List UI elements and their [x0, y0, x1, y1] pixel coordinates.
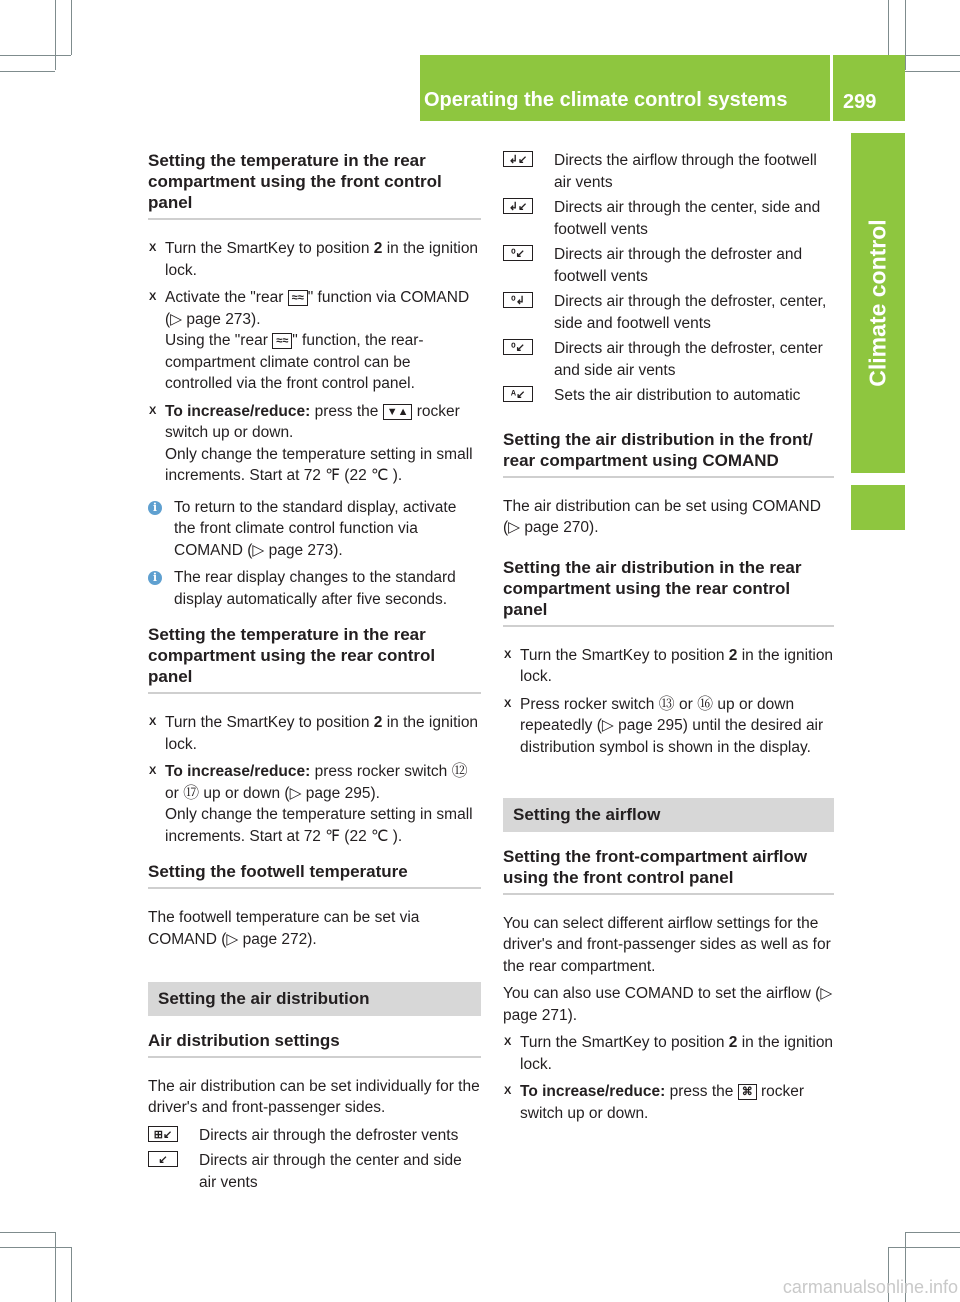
step-text: rocker switch up or down. [165, 402, 460, 441]
paragraph-text: The footwell temperature can be set via COMAND ( [148, 909, 420, 948]
step-text: press the [310, 402, 383, 420]
info-note [148, 497, 481, 562]
step-label: To increase/reduce: [520, 1083, 666, 1100]
step-text: or [674, 695, 698, 713]
crop-mark [888, 1247, 960, 1248]
paragraph: The air distribution can be set individually for the driver's and front-passenger sides. [148, 1077, 480, 1116]
header-separator [830, 55, 833, 121]
step-text: Only change the temperature setting in small increments. Start at 72 ℉ (22 ℃ ). [165, 806, 473, 845]
section-heading: Setting the front-compartment airflow using the front control panel [503, 846, 834, 895]
paragraph [503, 496, 834, 539]
chapter-marker [851, 485, 905, 530]
step-text: up or down repeatedly ( [520, 695, 795, 734]
footwell-vents-icon: ↲↙ [503, 151, 533, 167]
step-text: press rocker switch [310, 763, 452, 780]
section-heading: Air distribution settings [148, 1030, 481, 1058]
row-text: Directs air through the defroster, center, side and footwell vents [554, 293, 827, 332]
crop-mark [71, 0, 72, 55]
header-title: Operating the climate control systems [424, 89, 788, 111]
air-distribution-row [503, 291, 834, 334]
page-header [420, 55, 905, 121]
step-item [503, 1032, 834, 1075]
step-text: " function via COMAND ( [165, 289, 470, 328]
step-arrow-icon: X [504, 1036, 512, 1048]
step-item [503, 645, 834, 688]
position-value: 2 [728, 646, 738, 664]
crop-mark [0, 1232, 55, 1233]
row-text: Sets the air distribution to automatic [554, 387, 801, 404]
crop-mark [0, 1247, 71, 1248]
step-text: up or down ( [199, 784, 290, 802]
center-side-vents-icon: ↙ [148, 1151, 178, 1167]
page-reference[interactable]: page 270). [520, 519, 599, 536]
step-label: To increase/reduce: [165, 763, 311, 780]
section-heading: Setting the air distribution in the rear compartment using the rear control panel [503, 557, 834, 627]
air-distribution-row [148, 1150, 481, 1193]
section-heading: Setting the air distribution in the front/ rear compartment using COMAND [503, 429, 834, 478]
page-reference[interactable]: page 271). [503, 1006, 578, 1024]
step-item [503, 694, 834, 759]
step-text: " function, the rear-compartment climate control can be controlled via the front control panel. [165, 332, 424, 392]
step-text: Press rocker switch [520, 695, 659, 713]
defroster-footwell-icon: ⁰↙ [503, 245, 533, 261]
callout-number: ⑫ [451, 763, 468, 780]
step-arrow-icon: X [149, 716, 157, 728]
step-label: To increase/reduce: [165, 402, 311, 420]
info-icon: i [148, 501, 162, 515]
crop-mark [71, 1247, 72, 1302]
air-distribution-row [503, 338, 834, 381]
row-text: Directs air through the center and side air vents [199, 1152, 462, 1191]
paragraph: You can select different airflow settings for the driver's and front-passenger sides as well as for the rear compartment. [503, 914, 831, 975]
air-distribution-row [503, 150, 834, 193]
page-reference[interactable]: page 272). [238, 930, 317, 948]
step-item [148, 761, 481, 847]
air-distribution-row [148, 1125, 481, 1147]
crop-mark [905, 71, 960, 72]
section-heading: Setting the temperature in the rear compartment using the rear control panel [148, 624, 481, 694]
step-text: Turn the SmartKey to position [520, 1034, 729, 1051]
crop-mark [55, 0, 56, 70]
page-ref-icon: ▷ [820, 985, 833, 1002]
right-column [503, 150, 834, 1130]
page-ref-icon: ▷ [508, 519, 521, 536]
step-arrow-icon: X [504, 648, 512, 661]
step-text: Turn the SmartKey to position [520, 646, 729, 664]
defroster-center-side-icon: ⁰↙ [503, 339, 533, 355]
crop-mark [0, 71, 55, 72]
watermark: carmanualsonline.info [782, 1277, 958, 1297]
crop-mark [0, 55, 71, 56]
step-arrow-icon: X [149, 765, 157, 777]
crop-mark [905, 0, 906, 70]
auto-distribution-icon: ᴬ↙ [503, 386, 533, 402]
step-text: press the [665, 1083, 738, 1100]
crop-mark [55, 1232, 56, 1302]
position-value: 2 [373, 240, 383, 257]
paragraph-text: The air distribution can be set using COMAND ( [503, 497, 821, 536]
note-text: The rear display changes to the standard display automatically after five seconds. [174, 569, 456, 608]
step-text: Activate the "rear [165, 289, 288, 306]
defroster-vents-icon: ⊞↙ [148, 1126, 178, 1142]
row-text: Directs the airflow through the footwell air vents [554, 152, 817, 191]
step-text: in the ignition lock. [165, 240, 479, 279]
rear-climate-icon: ≈≈ [272, 333, 292, 349]
position-value: 2 [728, 1034, 738, 1051]
paragraph [148, 907, 481, 950]
callout-number: ⑬ [658, 695, 675, 713]
step-item [148, 712, 481, 755]
step-arrow-icon: X [504, 1085, 512, 1097]
section-heading: Setting the footwell temperature [148, 861, 481, 889]
step-arrow-icon: X [504, 697, 512, 710]
page-ref-icon: ▷ [170, 310, 183, 328]
step-text: Only change the temperature setting in small increments. Start at 72 ℉ (22 ℃ ). [165, 445, 473, 484]
step-text: in the ignition lock. [165, 714, 479, 753]
step-text: rocker switch up or down. [520, 1083, 805, 1122]
page-reference[interactable]: page 295) until the desired air distribution symbol is shown in the display. [520, 717, 824, 756]
section-bar: Setting the airflow [503, 798, 834, 832]
page-reference[interactable]: page 273). [264, 541, 343, 559]
chapter-tab-label: Climate control [864, 219, 891, 387]
row-text: Directs air through the defroster, center and side air vents [554, 340, 823, 379]
step-text: in the ignition lock. [520, 646, 834, 685]
airflow-switch-icon: ⌘ [738, 1084, 757, 1100]
callout-number: ⑰ [183, 784, 200, 802]
air-distribution-row [503, 385, 834, 407]
step-arrow-icon: X [149, 291, 157, 303]
row-text: Directs air through the defroster and footwell vents [554, 246, 803, 285]
paragraph-text: You can also use COMAND to set the airflow ( [503, 985, 821, 1002]
info-icon: i [148, 571, 162, 585]
crop-mark [905, 1232, 960, 1233]
step-item [148, 287, 481, 395]
defroster-center-side-footwell-icon: ⁰↲ [503, 292, 533, 308]
step-arrow-icon: X [149, 242, 157, 254]
left-column [148, 150, 481, 1197]
page-ref-icon: ▷ [289, 784, 302, 802]
rear-climate-icon: ≈≈ [288, 290, 308, 306]
step-text: or [165, 784, 184, 802]
step-arrow-icon: X [149, 404, 157, 417]
page-reference[interactable]: page 295). [301, 784, 380, 802]
page-number: 299 [843, 91, 877, 113]
callout-number: ⑯ [697, 695, 714, 713]
section-heading: Setting the temperature in the rear compartment using the front control panel [148, 150, 481, 220]
step-item [148, 401, 481, 487]
paragraph [503, 983, 834, 1026]
air-distribution-row [503, 244, 834, 287]
page-ref-icon: ▷ [252, 541, 265, 559]
note-text: To return to the standard display, activate the front climate control function via COMAND ( [174, 498, 457, 559]
step-text: Using the "rear [165, 332, 273, 349]
section-bar: Setting the air distribution [148, 982, 481, 1016]
air-distribution-row [503, 197, 834, 240]
row-text: Directs air through the defroster vents [199, 1126, 459, 1144]
step-text: in the ignition lock. [520, 1034, 834, 1073]
step-text: Turn the SmartKey to position [165, 714, 374, 731]
step-item [148, 238, 481, 281]
rocker-switch-icon: ▼▲ [383, 404, 413, 420]
position-value: 2 [373, 714, 383, 731]
center-side-footwell-icon: ↲↙ [503, 198, 533, 214]
info-note [148, 567, 481, 610]
crop-mark [888, 0, 889, 55]
step-text: Turn the SmartKey to position [165, 240, 374, 257]
page-ref-icon: ▷ [226, 930, 239, 948]
row-text: Directs air through the center, side and footwell vents [554, 199, 821, 238]
page-reference[interactable]: page 273). [182, 310, 261, 328]
page-ref-icon: ▷ [601, 717, 614, 734]
step-item [503, 1081, 834, 1124]
